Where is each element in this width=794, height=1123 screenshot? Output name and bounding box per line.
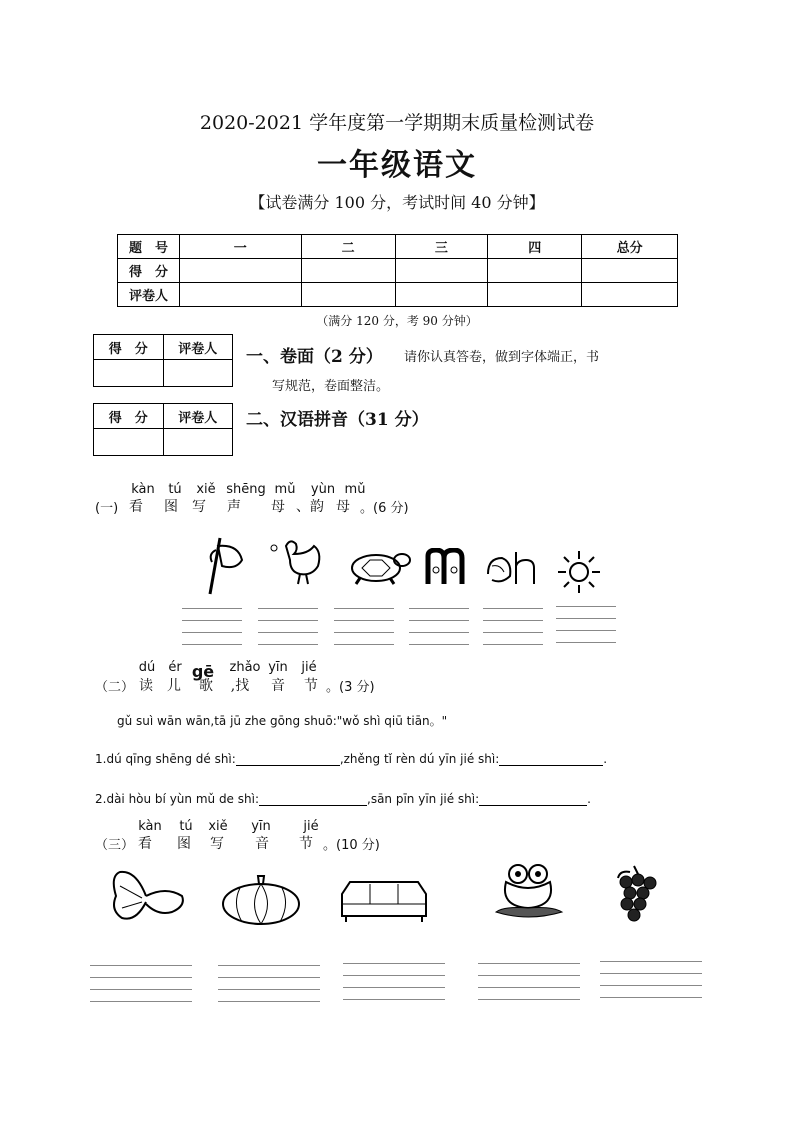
- column-header: 二: [301, 235, 395, 259]
- exam-title: 2020-2021 学年度第一学期期末质量检测试卷: [199, 112, 595, 134]
- pinyin: shēng: [226, 482, 266, 497]
- hanzi: 节: [304, 678, 318, 694]
- hanzi: 儿: [167, 678, 181, 694]
- writing-lines[interactable]: [343, 952, 445, 1000]
- writing-lines[interactable]: [334, 597, 394, 645]
- pinyin: jié: [301, 660, 317, 675]
- grader-box: [93, 334, 233, 387]
- verse: gǔ suì wān wān,tā jū zhe gōng shuō:"wǒ shì qiū tiān。": [117, 714, 448, 728]
- grader-cell[interactable]: [395, 283, 488, 307]
- pinyin: dú: [138, 660, 156, 675]
- column-header: 总分: [582, 235, 678, 259]
- question-number: (一): [95, 501, 119, 516]
- question-number: （三）: [95, 838, 135, 853]
- score-cell[interactable]: [395, 259, 488, 283]
- frog-icon: [492, 862, 566, 922]
- hanzi: 音: [255, 836, 269, 852]
- q2-item-2: [95, 792, 591, 806]
- question-number: （二）: [95, 680, 135, 695]
- grapes-icon: [610, 862, 664, 932]
- pinyin: gē: [191, 662, 215, 681]
- grader-cell[interactable]: [163, 360, 233, 387]
- writing-lines[interactable]: [600, 950, 702, 998]
- writing-lines[interactable]: [483, 597, 543, 645]
- hanzi: 母: [271, 499, 285, 515]
- score-cell[interactable]: [179, 259, 301, 283]
- hanzi: 写: [192, 499, 206, 515]
- pinyin: kàn: [131, 482, 155, 497]
- hanzi: 歌: [199, 678, 213, 694]
- table-row: [118, 283, 678, 307]
- row-label: 题 号: [118, 235, 180, 259]
- item-end: .: [603, 752, 608, 766]
- table-row: [118, 235, 678, 259]
- grader-cell[interactable]: [488, 283, 582, 307]
- pinyin: zhǎo: [229, 660, 261, 675]
- grader-label: 评卷人: [163, 335, 233, 360]
- section2-heading: 二、汉语拼音（31 分）: [246, 410, 429, 430]
- hanzi: 读: [139, 678, 153, 694]
- pumpkin-icon: [218, 872, 304, 928]
- hanzi: 母: [336, 499, 350, 515]
- item-prompt: ,sān pīn yīn jié shì:: [367, 792, 480, 806]
- writing-lines[interactable]: [556, 595, 616, 643]
- answer-blank[interactable]: [499, 765, 603, 766]
- writing-lines[interactable]: [478, 952, 580, 1000]
- hanzi: 节: [299, 836, 313, 852]
- hanzi: 看: [129, 499, 143, 515]
- page-title: 一年级语文: [317, 148, 477, 183]
- pinyin: xiě: [208, 819, 228, 834]
- pinyin: yīn: [268, 660, 288, 675]
- pinyin: yùn: [310, 482, 336, 497]
- pinyin: ér: [168, 660, 182, 675]
- sun-icon: [556, 549, 602, 595]
- question-suffix: 。(10 分): [323, 838, 380, 853]
- column-header: 三: [395, 235, 488, 259]
- letter-m-icon: [424, 548, 476, 588]
- grader-box: [93, 403, 233, 456]
- answer-blank[interactable]: [236, 765, 340, 766]
- item-prompt: 2.dài hòu bí yùn mǔ de shì:: [95, 792, 259, 806]
- pinyin: tú: [179, 819, 193, 834]
- column-header: 四: [488, 235, 582, 259]
- hanzi: 、韵: [296, 499, 324, 515]
- pinyin: mǔ: [274, 482, 296, 497]
- score-cell[interactable]: [582, 259, 678, 283]
- score-cell[interactable]: [488, 259, 582, 283]
- axe-icon: [198, 530, 248, 600]
- grader-cell[interactable]: [163, 429, 233, 456]
- pinyin: xiě: [196, 482, 216, 497]
- hanzi: 写: [210, 836, 224, 852]
- section1-desc: 请你认真答卷，做到字体端正，书: [404, 350, 600, 365]
- pinyin: jié: [303, 819, 319, 834]
- score-cell[interactable]: [94, 360, 164, 387]
- grader-label: 评卷人: [163, 404, 233, 429]
- score-cell[interactable]: [301, 259, 395, 283]
- item-end: .: [587, 792, 591, 806]
- grader-cell[interactable]: [582, 283, 678, 307]
- hanzi: 图: [177, 836, 191, 852]
- writing-lines[interactable]: [409, 597, 469, 645]
- turtle-icon: [346, 544, 412, 588]
- pinyin: yīn: [251, 819, 271, 834]
- score-label: 得 分: [94, 335, 164, 360]
- writing-lines[interactable]: [182, 597, 242, 645]
- item-prompt: ,zhěng tǐ rèn dú yīn jié shì:: [339, 752, 500, 766]
- answer-blank[interactable]: [259, 805, 367, 806]
- grader-cell[interactable]: [179, 283, 301, 307]
- exam-note: 【试卷满分 100 分，考试时间 40 分钟】: [249, 193, 545, 212]
- score-label: 得 分: [94, 404, 164, 429]
- pinyin: mǔ: [344, 482, 366, 497]
- question-suffix: 。(6 分): [360, 501, 409, 516]
- score-cell[interactable]: [94, 429, 164, 456]
- hanzi: 音: [271, 678, 285, 694]
- hanzi: 看: [138, 836, 152, 852]
- section1-heading: 一、卷面（2 分）: [246, 347, 383, 367]
- row-label: 评卷人: [118, 283, 180, 307]
- sofa-icon: [336, 874, 432, 924]
- writing-lines[interactable]: [258, 597, 318, 645]
- q2-item-1: [95, 752, 607, 766]
- item-prompt: 1.dú qīng shēng dé shì:: [95, 752, 236, 766]
- hanzi: ,找: [230, 678, 250, 694]
- letter-h-icon: [482, 548, 540, 588]
- butterfly-icon: [106, 866, 190, 928]
- row-label: 得 分: [118, 259, 180, 283]
- table-row: [118, 259, 678, 283]
- hanzi: 声: [227, 499, 241, 515]
- score-note: （满分 120 分，考 90 分钟）: [316, 314, 478, 328]
- hanzi: 图: [164, 499, 178, 515]
- section1-desc: 写规范，卷面整洁。: [272, 379, 390, 394]
- grader-cell[interactable]: [301, 283, 395, 307]
- writing-lines[interactable]: [90, 954, 192, 1002]
- question-suffix: 。(3 分): [326, 680, 375, 695]
- writing-lines[interactable]: [218, 954, 320, 1002]
- pinyin: kàn: [138, 819, 162, 834]
- pinyin: tú: [168, 482, 182, 497]
- rooster-icon: [268, 536, 328, 588]
- answer-blank[interactable]: [479, 805, 587, 806]
- score-table: [117, 234, 678, 307]
- column-header: 一: [179, 235, 301, 259]
